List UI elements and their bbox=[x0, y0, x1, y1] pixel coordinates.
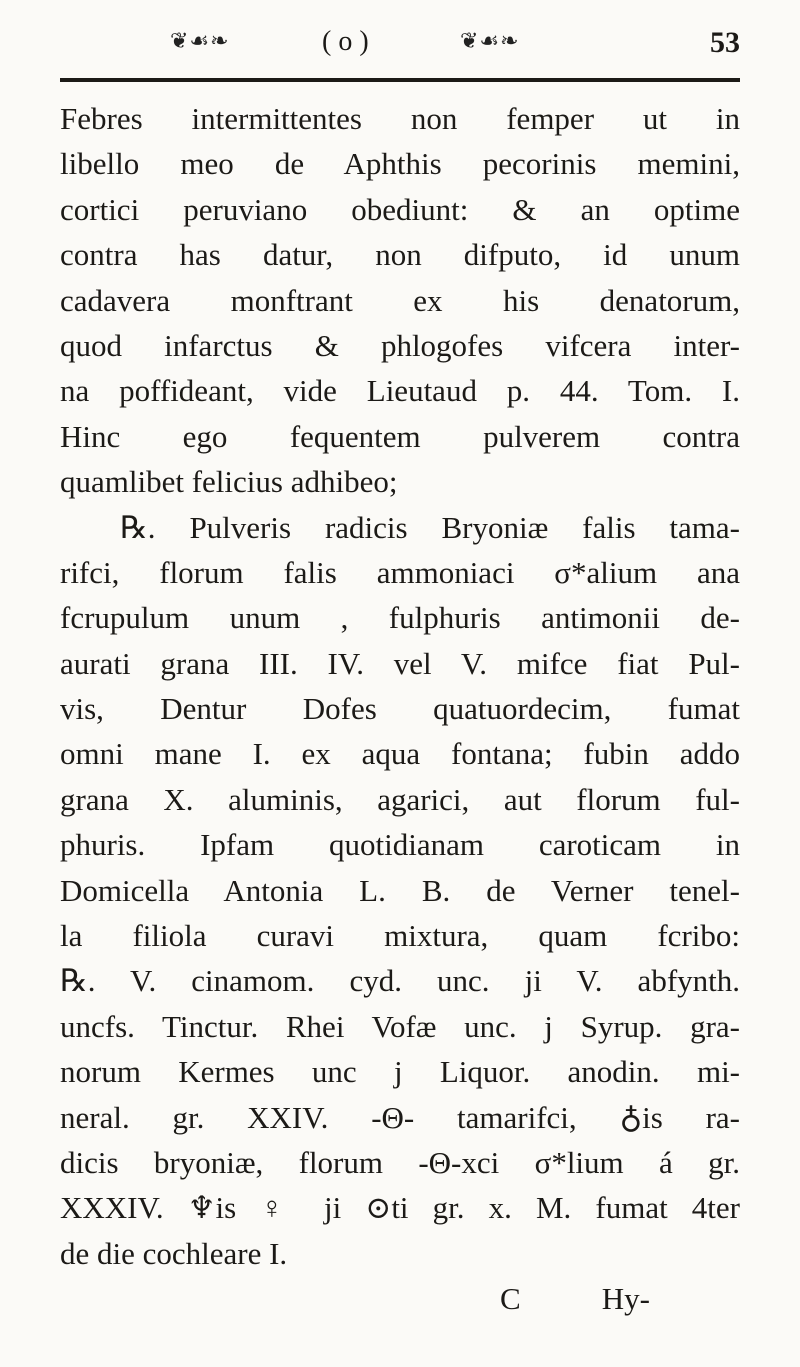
text-line: ℞. V. cinamom. cyd. unc. ji V. abfynth. bbox=[60, 963, 740, 999]
text-line: ℞. Pulveris radicis Bryoniæ falis tama- bbox=[120, 509, 740, 545]
text-line: phuris. Ipfam quotidianam caroticam in bbox=[60, 827, 740, 863]
text-line: XXXIV. ♆is ♀ ji ⊙ti gr. x. M. fumat 4ter bbox=[60, 1190, 740, 1226]
text-line: norum Kermes unc j Liquor. anodin. mi- bbox=[60, 1054, 740, 1090]
ornament-right: ❦☙❧ bbox=[460, 28, 520, 53]
signature-mark: C bbox=[500, 1281, 521, 1317]
text-line: cortici peruviano obediunt: & an optime bbox=[60, 191, 740, 227]
text-line: uncfs. Tinctur. Rhei Vofæ unc. j Syrup. gra- bbox=[60, 1008, 740, 1044]
text-line: quamlibet felicius adhibeo; bbox=[60, 464, 398, 500]
text-line: neral. gr. XXIV. -Θ- tamarifci, ♁is ra- bbox=[60, 1099, 740, 1135]
page-footer bbox=[60, 1276, 740, 1321]
text-line: vis, Dentur Dofes quatuordecim, fumat bbox=[60, 691, 740, 727]
text-line: na poffideant, vide Lieutaud p. 44. Tom. I. bbox=[60, 373, 740, 409]
text-line: cadavera monftrant ex his denatorum, bbox=[60, 282, 740, 318]
text-line: dicis bryoniæ, florum -Θ-xci σ*lium á gr. bbox=[60, 1144, 740, 1180]
text-line: contra has datur, non difputo, id unum bbox=[60, 237, 740, 273]
text-line: rifci, florum falis ammoniaci σ*alium ana bbox=[60, 554, 740, 590]
text-line: Hinc ego fequentem pulverem contra bbox=[60, 418, 740, 454]
text-line: fcrupulum unum , fulphuris antimonii de- bbox=[60, 600, 740, 636]
running-header bbox=[60, 20, 740, 80]
body-text bbox=[60, 96, 740, 1322]
text-line: Domicella Antonia L. B. de Verner tenel- bbox=[60, 872, 740, 908]
header-signature: ( o ) bbox=[322, 26, 369, 57]
ornament-left: ❦☙❧ bbox=[170, 28, 230, 53]
text-line: la filiola curavi mixtura, quam fcribo: bbox=[60, 918, 740, 954]
header-rule bbox=[60, 78, 740, 82]
text-line: grana X. aluminis, agarici, aut florum ful- bbox=[60, 781, 740, 817]
text-line: libello meo de Aphthis pecorinis memini, bbox=[60, 146, 740, 182]
catchword: Hy- bbox=[601, 1281, 650, 1317]
text-line: omni mane I. ex aqua fontana; fubin addo bbox=[60, 736, 740, 772]
text-line: de die cochleare I. bbox=[60, 1235, 288, 1271]
text-line: quod infarctus & phlogofes vifcera inter- bbox=[60, 327, 740, 363]
page-number: 53 bbox=[710, 26, 740, 59]
text-line: Febres intermittentes non femper ut in bbox=[60, 101, 740, 136]
text-line: aurati grana III. IV. vel V. mifce fiat Pul- bbox=[60, 645, 740, 681]
